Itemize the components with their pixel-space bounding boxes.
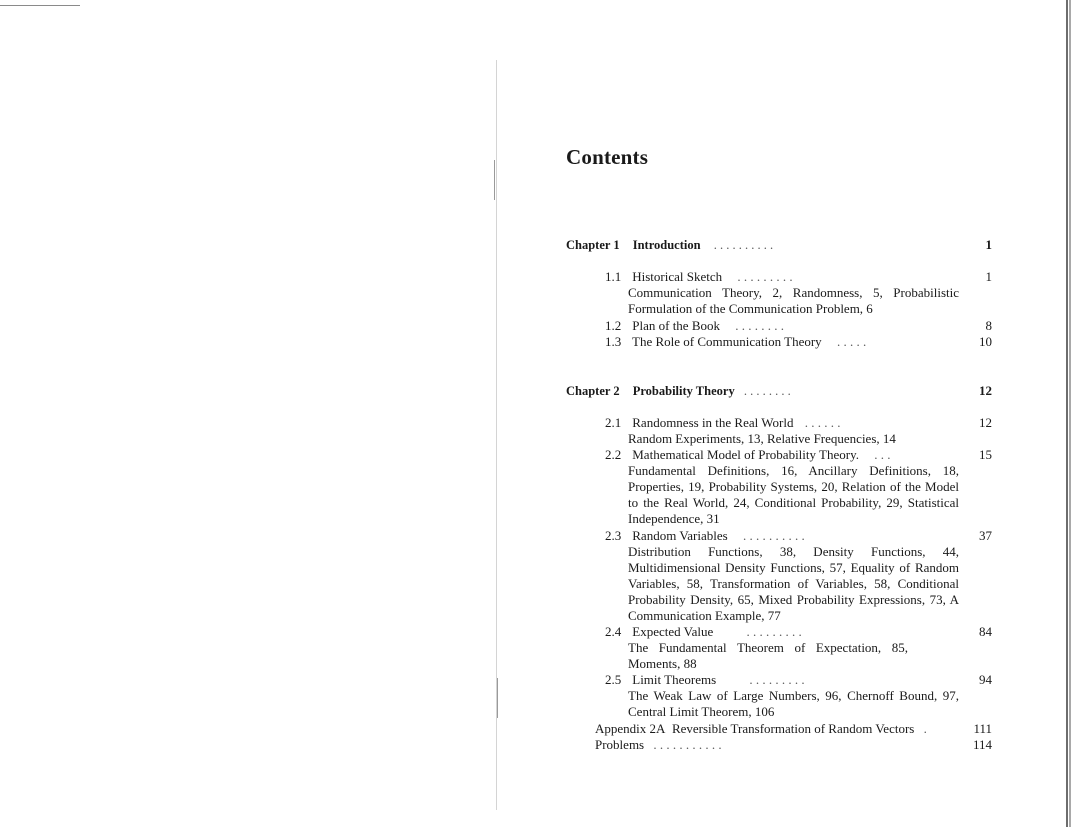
section-entry <box>605 624 802 640</box>
leader-dots: . . . . . . . . <box>743 384 791 398</box>
leader-dots: . . . . . . . . . <box>737 269 793 284</box>
section-entry <box>605 318 784 334</box>
section-subtopics: Communication Theory, 2, Randomness, 5, Probabilistic Formulation of the Communication Problem, 6 <box>628 285 959 316</box>
leader-dots: . . . . . . . . . <box>746 624 802 639</box>
leader-dots: . . . . . <box>836 334 867 349</box>
section-title: Historical Sketch <box>632 269 723 284</box>
section-title: The Role of Communication Theory <box>632 334 822 349</box>
page-number: 111 <box>973 721 992 736</box>
chapter-heading <box>566 383 791 399</box>
page-number: 15 <box>979 447 992 462</box>
section-title: Random Variables <box>632 528 728 543</box>
page-number: 94 <box>979 672 992 687</box>
section-number: 2.4 <box>605 624 622 639</box>
page-number: 1 <box>985 237 992 252</box>
page-number: 12 <box>979 383 992 398</box>
section-subtopics: The Fundamental Theorem of Expectation, 85, Moments, 88 <box>628 640 908 671</box>
leader-dots: . <box>923 721 927 736</box>
section-number: 2.3 <box>605 528 622 543</box>
problems-title: Problems <box>595 737 645 752</box>
page-number: 84 <box>979 624 992 639</box>
section-subtopics: The Weak Law of Large Numbers, 96, Chernoff Bound, 97, Central Limit Theorem, 106 <box>628 688 959 719</box>
leader-dots: . . . . . . . . <box>735 318 784 333</box>
section-entry <box>605 672 805 688</box>
page-number: 12 <box>979 415 992 430</box>
section-entry <box>605 334 866 350</box>
page-number: 8 <box>985 318 992 333</box>
page-number: 10 <box>979 334 992 349</box>
section-entry <box>605 447 890 463</box>
page-number: 1 <box>985 269 992 284</box>
section-subtopics: Fundamental Definitions, 16, Ancillary Definitions, 18, Properties, 19, Probability Systems, 20, Relation of the Model to the Real World, 24, Conditional Probability, 29, Statistical Independence, 31 <box>628 463 959 526</box>
section-number: 2.5 <box>605 672 622 687</box>
chapter-title: Introduction <box>632 238 701 252</box>
page-number: 114 <box>972 737 992 752</box>
page-title: Contents <box>566 145 649 169</box>
section-entry <box>605 269 793 285</box>
chapter-heading <box>566 237 773 253</box>
section-entry <box>605 415 840 431</box>
section-title: Randomness in the Real World <box>632 415 794 430</box>
section-title: Plan of the Book <box>632 318 720 333</box>
section-subtopics: Random Experiments, 13, Relative Frequencies, 14 <box>628 431 896 446</box>
section-title: Mathematical Model of Probability Theory. <box>632 447 859 462</box>
section-number: 2.1 <box>605 415 622 430</box>
section-subtopics: Distribution Functions, 38, Density Functions, 44, Multidimensional Density Functions, 57, Equality of Random Variables, 58, Transformation of Variables, 58, Conditional Probability Density, 65, Mixed Probability Expressions, 73, A Communication Example, 77 <box>628 544 959 623</box>
leader-dots: . . . . . . <box>804 415 841 430</box>
appendix-title: Reversible Transformation of Random Vectors <box>671 721 915 736</box>
problems-entry <box>595 737 722 753</box>
appendix-entry <box>595 721 927 737</box>
section-title: Limit Theorems <box>632 672 717 687</box>
section-entry <box>605 528 805 544</box>
section-number: 1.3 <box>605 334 622 349</box>
leader-dots: . . . . . . . . . . . <box>653 737 722 752</box>
section-title: Expected Value <box>632 624 714 639</box>
section-number: 1.2 <box>605 318 622 333</box>
leader-dots: . . . . . . . . . <box>749 672 805 687</box>
section-number: 1.1 <box>605 269 622 284</box>
chapter-label: Chapter 2 <box>566 384 620 398</box>
appendix-label: Appendix 2A <box>595 721 665 736</box>
leader-dots: . . . . . . . . . . <box>713 238 774 252</box>
chapter-title: Probability Theory <box>632 384 735 398</box>
chapter-label: Chapter 1 <box>566 238 620 252</box>
leader-dots: . . . . . . . . . . <box>742 528 805 543</box>
page-number: 37 <box>979 528 992 543</box>
section-number: 2.2 <box>605 447 622 462</box>
leader-dots: . . . <box>874 447 891 462</box>
